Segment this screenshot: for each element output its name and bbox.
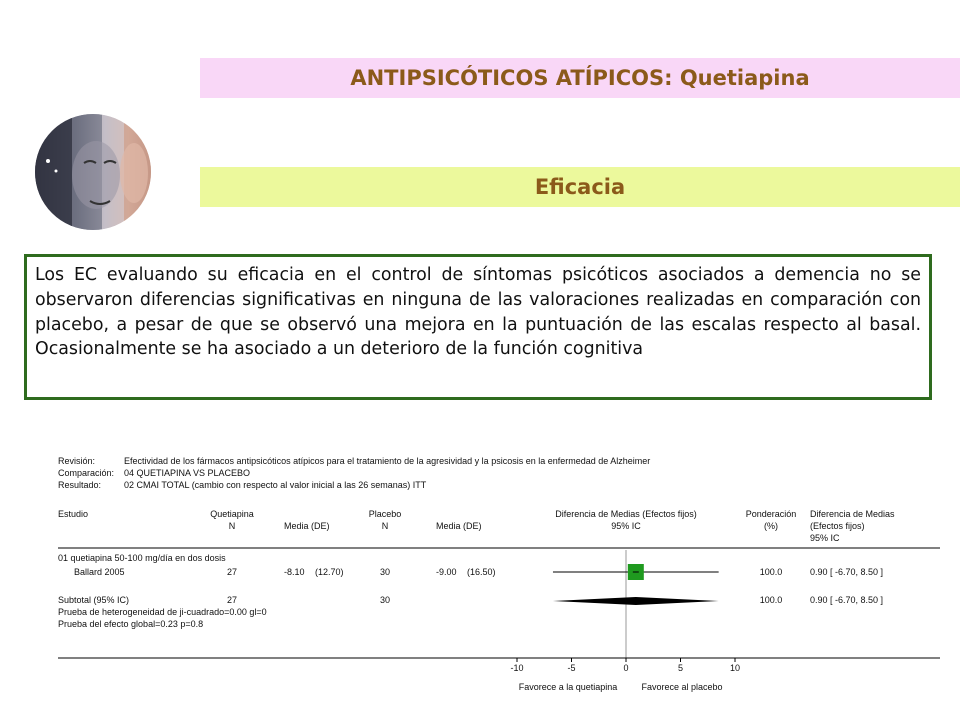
subtotal-label: Subtotal (95% IC) <box>58 595 130 605</box>
subtotal-treat-n: 27 <box>226 595 238 605</box>
subtotal-diamond <box>553 597 719 605</box>
axis-tick-label: -10 <box>510 663 524 673</box>
subgroup-label: 01 quetiapina 50-100 mg/día en dos dosis <box>58 553 226 563</box>
header-effect-ci: 95% IC <box>611 521 641 531</box>
study-treat-mean: -8.10 <box>284 567 305 577</box>
meta-key: Revisión: <box>58 456 96 466</box>
study-ctrl-sd: (16.50) <box>467 567 496 577</box>
study-ctrl-n: 30 <box>379 567 391 577</box>
header-result-title: Diferencia de Medias <box>810 509 895 519</box>
meta-key: Comparación: <box>58 468 115 478</box>
header-ctrl-group: Placebo <box>368 509 402 519</box>
meta-value: 04 QUETIAPINA VS PLACEBO <box>124 468 251 478</box>
header-weight-title: Ponderación <box>745 509 797 519</box>
header-treat-group: Quetiapina <box>210 509 254 519</box>
summary-box <box>24 254 932 400</box>
header-effect-title: Diferencia de Medias (Efectos fijos) <box>555 509 697 519</box>
study-result: 0.90 [ -6.70, 8.50 ] <box>810 567 884 577</box>
axis-tick-label: 10 <box>729 663 741 673</box>
header-treat-mean: Media (DE) <box>284 521 330 531</box>
header-treat-n: N <box>228 521 236 531</box>
study-weight: 100.0 <box>759 567 783 577</box>
axis-tick-label: 0 <box>623 663 629 673</box>
header-ctrl-n: N <box>381 521 389 531</box>
study-name: Ballard 2005 <box>74 567 125 577</box>
header-ctrl-mean: Media (DE) <box>436 521 482 531</box>
meta-value: Efectividad de los fármacos antipsicóticos atípicos para el tratamiento de la agresividad y la psicosis en la enfermedad de Alzheimer <box>124 456 651 466</box>
page-title: ANTIPSICÓTICOS ATÍPICOS: Quetiapina <box>350 66 810 90</box>
aging-faces-portrait <box>34 113 152 231</box>
axis-tick-label: -5 <box>567 663 576 673</box>
section-title: Eficacia <box>534 175 626 199</box>
study-ctrl-mean: -9.00 <box>436 567 457 577</box>
header-result-ci: 95% IC <box>810 533 840 543</box>
subtotal-result: 0.90 [ -6.70, 8.50 ] <box>810 595 884 605</box>
header-weight-unit: (%) <box>764 521 778 531</box>
summary-text: Los EC evaluando su eficacia en el control de síntomas psicóticos asociados a demencia no se observaron diferencias significativas en ninguna de las valoraciones realizadas en comparación con placebo, a pesar de que se observó una mejora en la puntuación de las escalas respecto al basal. Ocasionalmente se ha asociado a un deterioro de la función cognitiva <box>35 265 921 360</box>
header-study: Estudio <box>58 509 89 519</box>
header-result-sub: (Efectos fijos) <box>810 521 865 531</box>
study-treat-sd: (12.70) <box>315 567 344 577</box>
meta-key: Resultado: <box>58 480 102 490</box>
forest-plot <box>0 440 960 720</box>
meta-value: 02 CMAI TOTAL (cambio con respecto al valor inicial a las 26 semanas) ITT <box>124 480 427 490</box>
axis-ticks <box>510 658 740 673</box>
section-banner <box>200 167 960 207</box>
overall-effect-text: Prueba del efecto global=0.23 p=0.8 <box>58 619 204 629</box>
heterogeneity-text: Prueba de heterogeneidad de ji-cuadrado=0.00 gl=0 <box>58 607 267 617</box>
axis-tick-label: 5 <box>677 663 684 673</box>
favours-left: Favorece a la quetiapina <box>518 682 618 692</box>
subtotal-ctrl-n: 30 <box>379 595 391 605</box>
subtotal-weight: 100.0 <box>759 595 783 605</box>
study-treat-n: 27 <box>226 567 238 577</box>
favours-right: Favorece al placebo <box>641 682 723 692</box>
title-banner <box>200 58 960 98</box>
